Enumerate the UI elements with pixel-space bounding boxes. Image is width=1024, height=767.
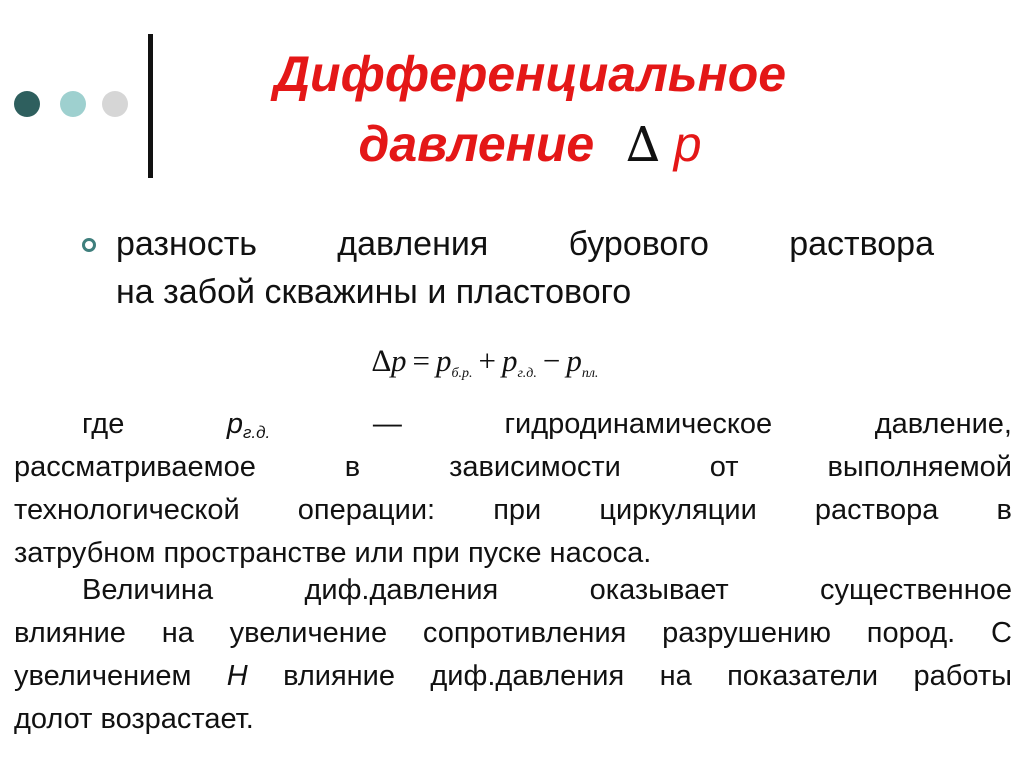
paragraph-word: на xyxy=(161,617,194,649)
title-divider xyxy=(148,34,153,178)
paragraph-definition xyxy=(14,403,1012,575)
formula-subscript: г.д. xyxy=(517,366,537,381)
paragraph-word: работы xyxy=(913,660,1012,692)
paragraph-line xyxy=(14,569,1012,612)
bullet-line-2: на забой скважины и пластового xyxy=(116,273,632,311)
bullet-word: бурового xyxy=(568,225,709,263)
paragraph-word: — xyxy=(372,408,402,440)
paragraph-word: технологической xyxy=(14,494,240,526)
dot-light-teal xyxy=(60,91,86,117)
paragraph-word: где xyxy=(82,408,125,440)
delta-symbol: ∆ xyxy=(626,117,660,173)
paragraph-word: в xyxy=(996,494,1012,526)
title-line-2 xyxy=(180,116,880,173)
paragraph-word: гидродинамическое xyxy=(504,408,773,440)
paragraph-word: разрушению xyxy=(662,617,832,649)
paragraph-word: циркуляции xyxy=(599,494,757,526)
bullet-line-1 xyxy=(116,224,934,264)
formula-term: p xyxy=(501,343,518,378)
bullet-word: разность xyxy=(116,225,257,263)
formula-lhs: ∆p xyxy=(372,343,407,378)
pressure-symbol-letter: р xyxy=(226,408,244,440)
paragraph-word: от xyxy=(709,451,739,483)
formula-minus: − xyxy=(542,343,561,378)
paragraph-word: пород. xyxy=(866,617,956,649)
bullet-icon xyxy=(82,238,96,252)
paragraph-word: диф.давления xyxy=(430,660,625,692)
paragraph-word: в xyxy=(344,451,361,483)
pressure-symbol xyxy=(227,403,270,446)
paragraph-word: диф.давления xyxy=(304,574,499,606)
paragraph-line: затрубном пространстве или при пуске насоса. xyxy=(14,537,652,569)
formula-equals: = xyxy=(412,343,430,378)
paragraph-word: Величина xyxy=(82,574,214,606)
formula-plus: + xyxy=(478,343,496,378)
paragraph-word: операции: xyxy=(297,494,436,526)
paragraph-influence xyxy=(14,569,1012,741)
formula-subscript: пл. xyxy=(581,366,599,381)
paragraph-word: давление, xyxy=(874,408,1012,440)
paragraph-word: влияние xyxy=(283,660,396,692)
paragraph-word: показатели xyxy=(727,660,879,692)
paragraph-word: на xyxy=(659,660,692,692)
paragraph-word: выполняемой xyxy=(827,451,1012,483)
bullet-word: давления xyxy=(337,225,489,263)
paragraph-word: зависимости xyxy=(449,451,621,483)
formula-subscript: б.р. xyxy=(451,366,473,381)
pressure-symbol-subscript: г.д. xyxy=(243,423,271,442)
paragraph-word: сопротивления xyxy=(422,617,627,649)
formula xyxy=(372,341,598,394)
paragraph-word: раствора xyxy=(814,494,939,526)
paragraph-line xyxy=(14,612,1012,655)
paragraph-word: увеличением xyxy=(14,660,192,692)
paragraph-line xyxy=(14,446,1012,489)
paragraph-line: долот возрастает. xyxy=(14,703,254,735)
pressure-variable: p xyxy=(673,116,702,172)
paragraph-word: существенное xyxy=(820,574,1012,606)
paragraph-line xyxy=(14,403,1012,446)
paragraph-word: увеличение xyxy=(229,617,388,649)
paragraph-word: С xyxy=(991,617,1012,649)
bullet-word: раствора xyxy=(789,225,934,263)
depth-variable: Н xyxy=(226,660,248,692)
title-line-1: Дифференциальное xyxy=(273,46,787,102)
paragraph-word: рассматриваемое xyxy=(14,451,256,483)
paragraph-word: влияние xyxy=(14,617,126,649)
paragraph-line xyxy=(14,655,1012,698)
dot-gray xyxy=(102,91,128,117)
paragraph-word: оказывает xyxy=(589,574,729,606)
formula-term: p xyxy=(435,343,452,378)
paragraph-line xyxy=(14,489,1012,532)
dot-dark-teal xyxy=(14,91,40,117)
formula-term: p xyxy=(566,343,582,378)
title-word: давление xyxy=(358,116,595,172)
paragraph-word: при xyxy=(493,494,542,526)
